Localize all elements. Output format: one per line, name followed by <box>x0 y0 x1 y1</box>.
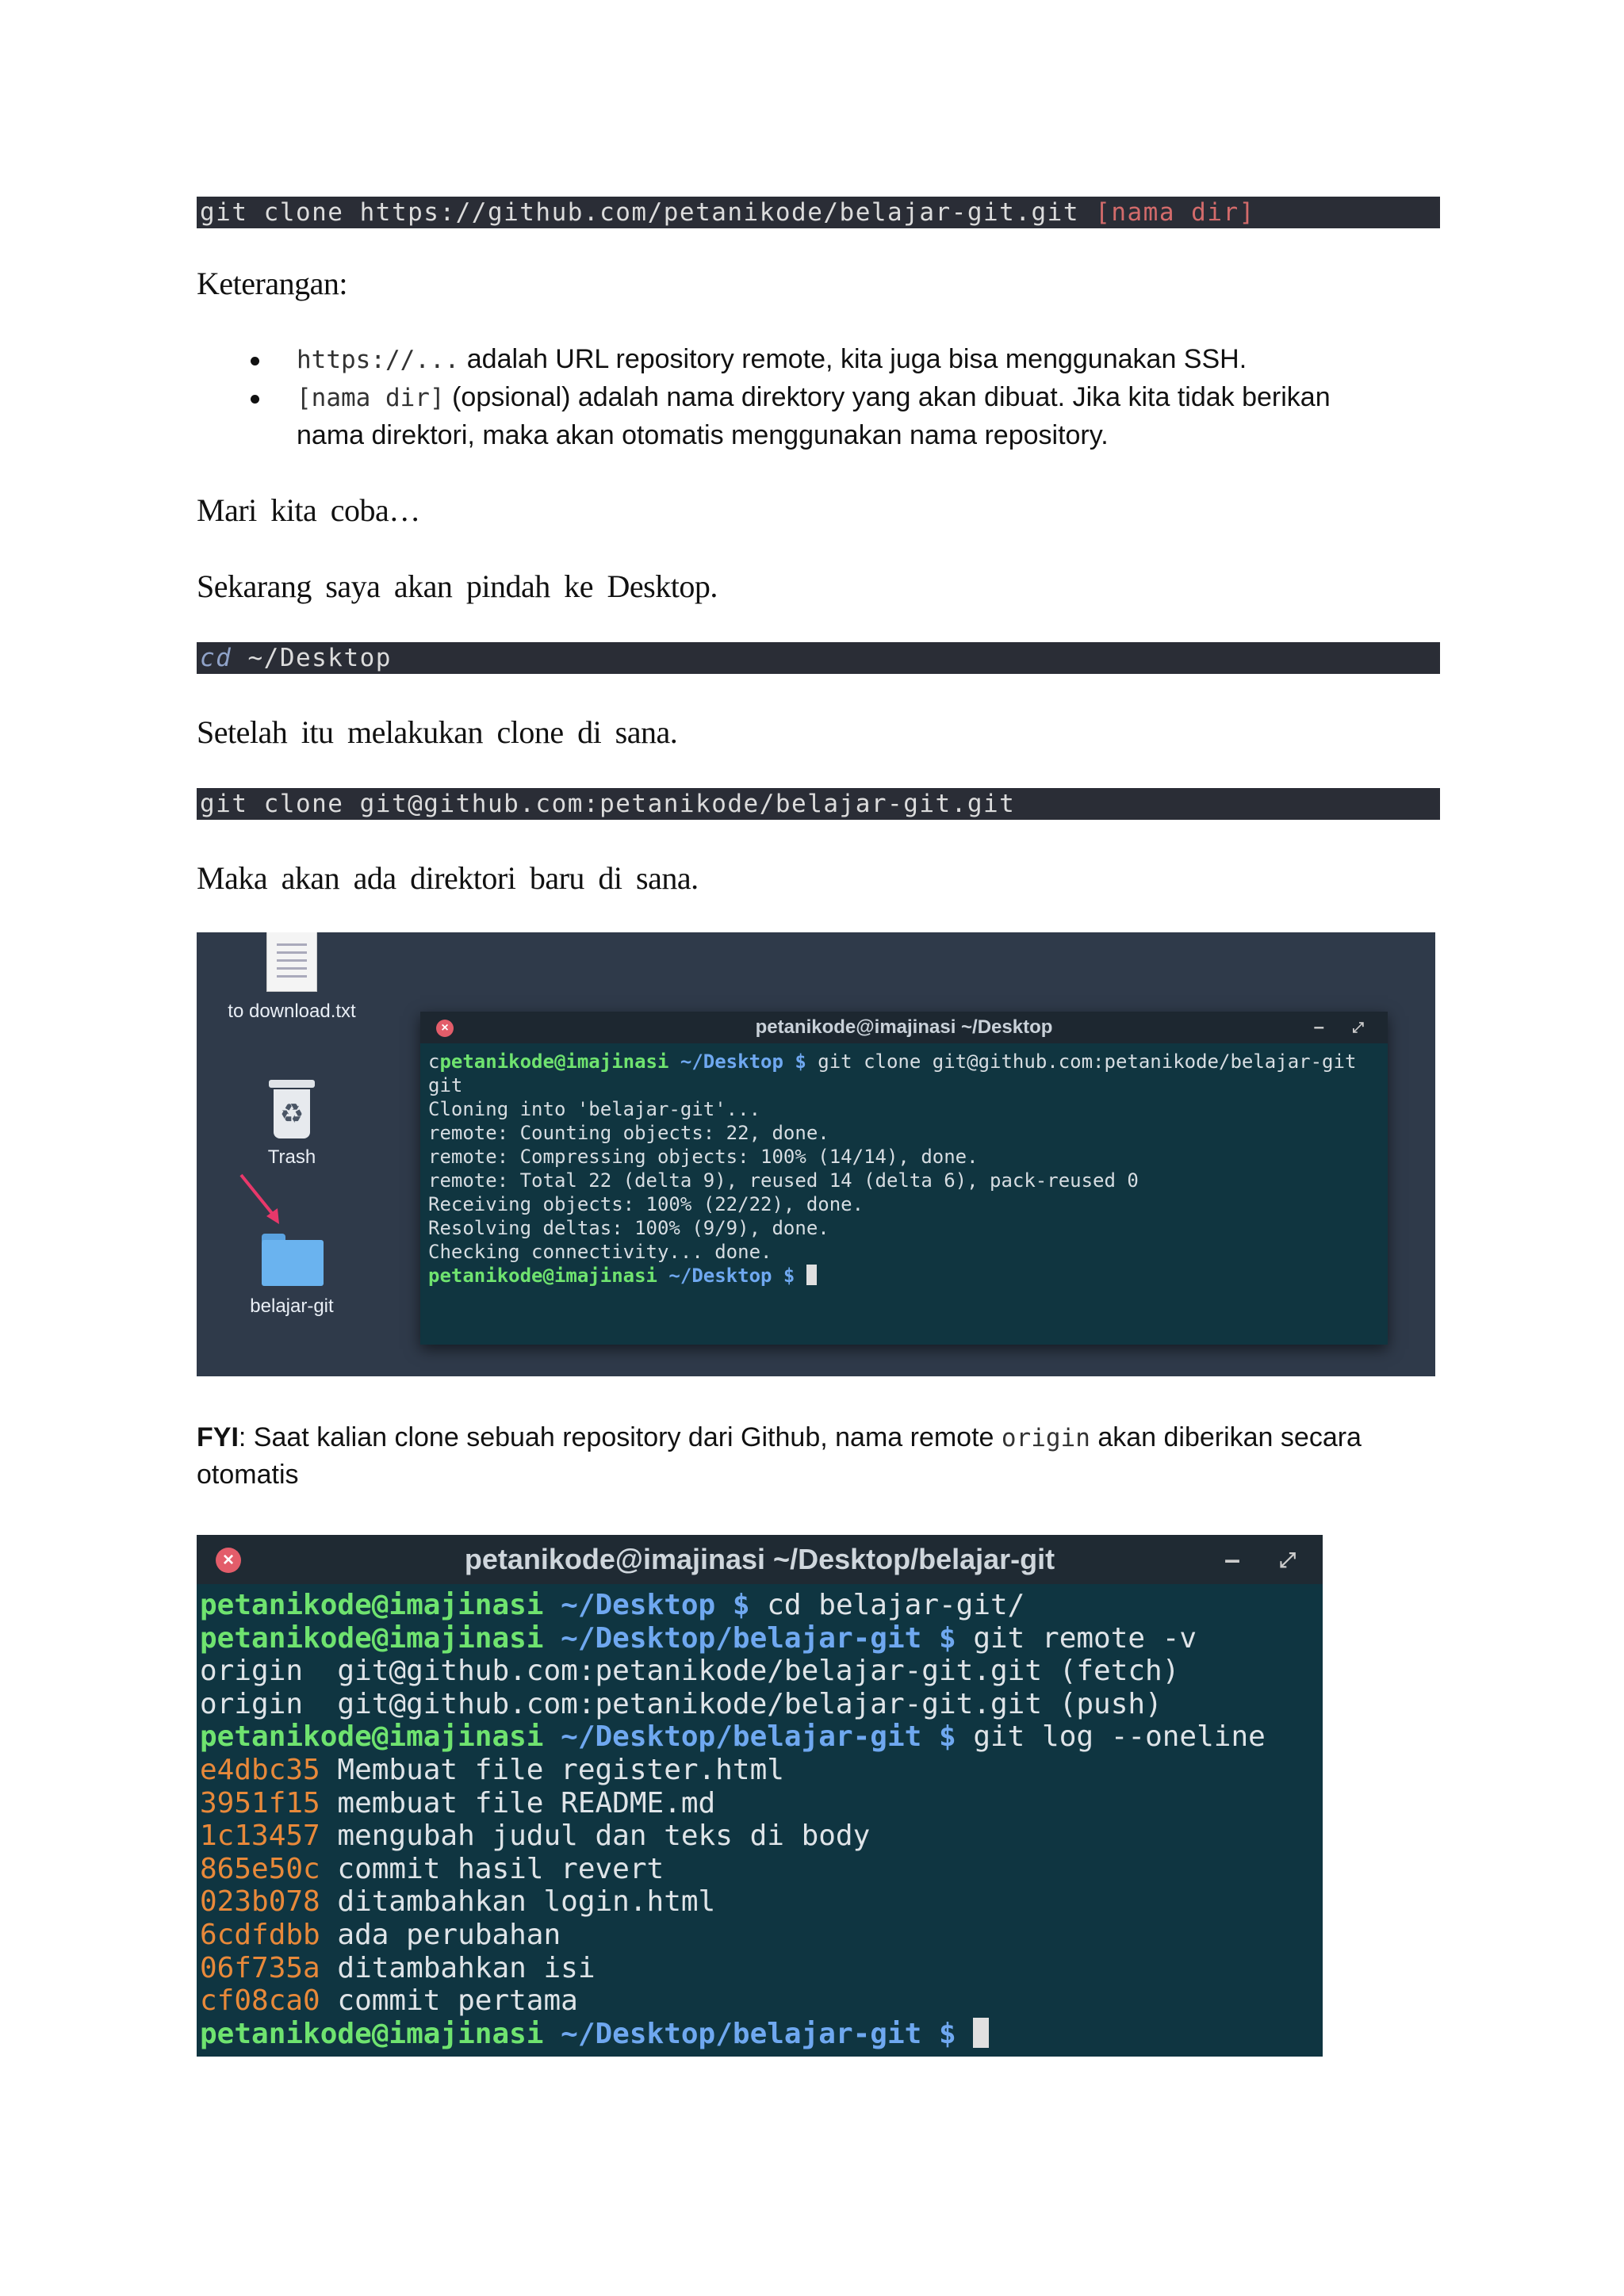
terminal-cursor <box>973 2018 989 2048</box>
inline-code: origin <box>1001 1424 1090 1452</box>
desktop-screenshot <box>197 932 1435 1376</box>
bullet-dot <box>251 357 259 365</box>
code-text: git clone https://github.com/petanikode/belajar-git.git <box>200 198 1096 227</box>
terminal-titlebar <box>420 1012 1388 1043</box>
close-icon[interactable]: × <box>436 1020 454 1037</box>
code-arg: [nama dir] <box>1095 198 1255 227</box>
paragraph-mari: Mari kita coba… <box>197 492 420 528</box>
bullet-text: adalah URL repository remote, kita juga bisa menggunakan SSH. <box>459 344 1247 374</box>
paragraph-maka: Maka akan ada direktori baru di sana. <box>197 860 699 896</box>
bullet-item <box>197 379 1465 454</box>
code-text: git clone git@github.com:petanikode/belajar-git.git <box>200 790 1016 818</box>
terminal-output: petanikode@imajinasi ~/Desktop $ cd belajar-git/ petanikode@imajinasi ~/Desktop/belajar-git $ git remote -v origin git@github.com:petanikode/belajar-git.git (fetch) origin git@github.com:petanikode/belajar-git.git (push) petanikode@imajinasi ~/Desktop/belajar-git $ git log --oneline e4dbc35 Membuat file register.html 3951f15 membuat file README.md 1c13457 mengubah judul dan teks di body 865e50c commit hasil revert 023b078 ditambahkan login.html 6cdfdbb ada perubahan 06f735a ditambahkan isi cf08ca0 commit pertama petanikode@imajinasi ~/Desktop/belajar-git $ <box>200 1589 1266 2050</box>
maximize-icon[interactable]: ⤢ <box>1279 1548 1296 1571</box>
bullet-dot <box>251 395 259 404</box>
desktop-trash-item[interactable] <box>213 1080 371 1169</box>
paragraph-sekarang: Sekarang saya akan pindah ke Desktop. <box>197 568 718 604</box>
code-text: ~/Desktop <box>232 644 392 672</box>
text-file-icon <box>267 932 316 991</box>
desktop-file-item[interactable] <box>213 932 371 1023</box>
heading-keterangan: Keterangan: <box>197 266 347 301</box>
code-block-cd <box>197 642 1440 674</box>
maximize-icon[interactable]: ⤢ <box>1352 1020 1364 1035</box>
bullet-text: (opsional) adalah nama direktory yang akan dibuat. Jika kita tidak berikan <box>444 382 1331 412</box>
inline-code: https://... <box>297 346 460 374</box>
minimize-icon[interactable]: – <box>1224 1543 1240 1575</box>
minimize-icon[interactable]: – <box>1313 1016 1324 1038</box>
desktop-folder-label: belajar-git <box>250 1295 334 1317</box>
terminal-titlebar <box>197 1535 1323 1584</box>
terminal-title: petanikode@imajinasi ~/Desktop <box>755 1016 1053 1038</box>
terminal-cursor <box>806 1265 817 1285</box>
terminal-window[interactable] <box>420 1012 1388 1345</box>
trash-icon: ♻ <box>267 1080 316 1140</box>
bullet-text-cont: nama direktori, maka akan otomatis menggunakan nama repository. <box>297 420 1109 450</box>
desktop-folder-item[interactable] <box>213 1234 371 1318</box>
desktop-file-label: to download.txt <box>228 1001 356 1022</box>
close-icon[interactable]: × <box>216 1548 241 1573</box>
folder-icon <box>259 1234 325 1286</box>
terminal-title: petanikode@imajinasi ~/Desktop/belajar-git <box>464 1543 1055 1575</box>
fyi-label: FYI <box>197 1422 239 1452</box>
terminal-window-belajar-git[interactable] <box>197 1535 1323 2057</box>
fyi-note: FYI: Saat kalian clone sebuah repository dari Github, nama remote origin akan diberikan secara otomatis <box>197 1422 1362 1490</box>
arrow-pointer-icon <box>238 1172 285 1227</box>
code-block-git-clone-https <box>197 197 1440 228</box>
terminal-output: cpetanikode@imajinasi ~/Desktop $ git clone git@github.com:petanikode/belajar-git git Cloning into 'belajar-git'... remote: Counting objects: 22, done. remote: Compressing objects: 100% (14/14), done. remote: Total 22 (delta 9), reused 14 (delta 6), pack-reused 0 Receiving objects: 100% (22/22), done. Resolving deltas: 100% (9/9), done. Checking connectivity... done. petanikode@imajinasi ~/Desktop $ <box>428 1050 1357 1287</box>
desktop-trash-label: Trash <box>267 1146 316 1168</box>
code-block-git-clone-ssh <box>197 788 1440 820</box>
paragraph-setelah: Setelah itu melakukan clone di sana. <box>197 714 678 750</box>
bullet-list <box>197 341 1465 454</box>
code-keyword: cd <box>200 644 232 672</box>
bullet-item <box>197 341 1465 379</box>
inline-code: [nama dir] <box>297 384 445 412</box>
